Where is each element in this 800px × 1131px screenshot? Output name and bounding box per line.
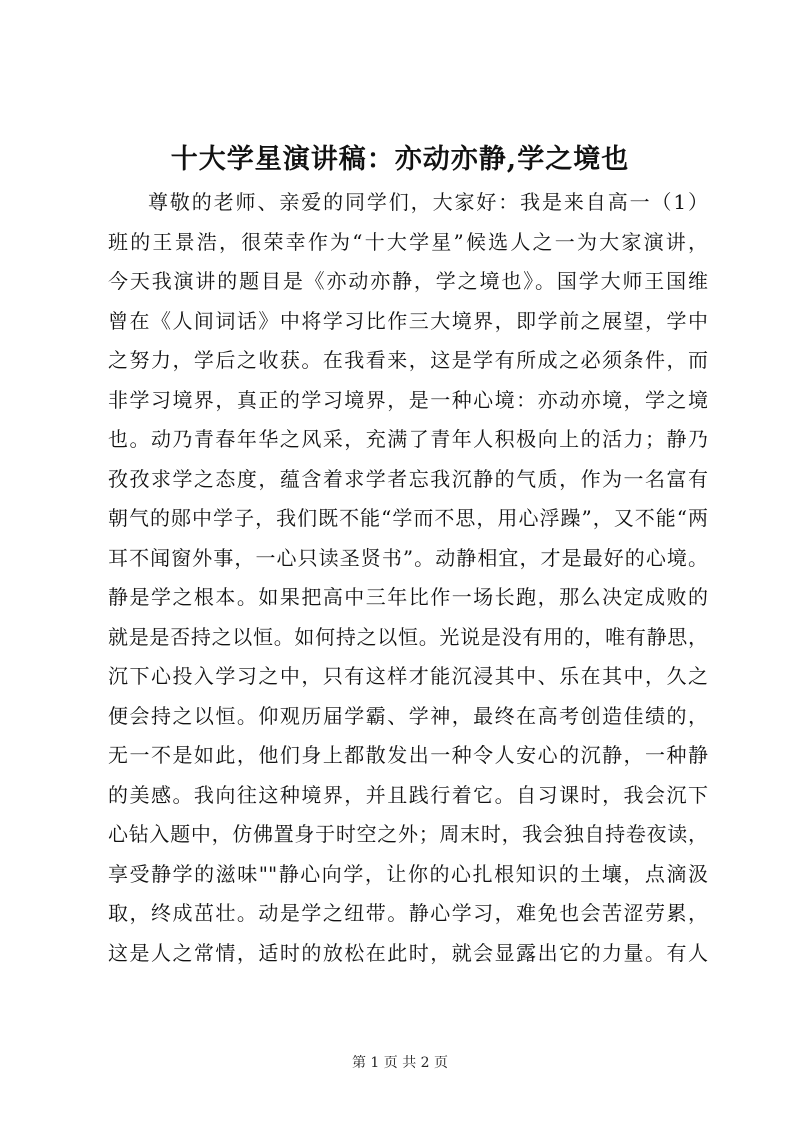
body-line: 心钻入题中，仿佛置身于时空之外；周末时，我会独自持卷夜读， (108, 822, 708, 846)
body-line: 耳不闻窗外事，一心只读圣贤书”。动静相宜，才是最好的心境。 (108, 545, 708, 570)
page-number: 第 1 页 共 2 页 (351, 1055, 449, 1071)
body-line: 取，终成茁壮。动是学之纽带。静心学习，难免也会苦涩劳累， (108, 901, 708, 925)
body-line: 静是学之根本。如果把高中三年比作一场长跑，那么决定成败的 (108, 585, 708, 609)
body-line: 非学习境界，真正的学习境界，是一种心境：亦动亦境，学之境 (108, 387, 708, 412)
body-line: 享受静学的滋味""静心向学，让你的心扎根知识的土壤，点滴汲 (108, 861, 708, 886)
body-line: 就是是否持之以恒。如何持之以恒。光说是没有用的，唯有静思， (108, 624, 708, 649)
body-line: 班的王景浩，很荣幸作为“十大学星”候选人之一为大家演讲， (108, 229, 708, 254)
body-line: 之努力，学后之收获。在我看来，这是学有所成之必须条件，而 (108, 348, 708, 372)
body-line: 尊敬的老师、亲爱的同学们，大家好：我是来自高一（1） (148, 190, 708, 214)
body-line: 无一不是如此，他们身上都散发出一种令人安心的沉静，一种静 (108, 743, 708, 767)
body-line: 今天我演讲的题目是《亦动亦静，学之境也》。国学大师王国维 (108, 269, 708, 293)
body-line: 曾在《人间词话》中将学习比作三大境界，即学前之展望，学中 (108, 308, 708, 333)
body-text (108, 183, 708, 973)
body-line: 朝气的郧中学子，我们既不能“学而不思，用心浮躁”，又不能“两 (108, 506, 708, 530)
body-line: 也。动乃青春年华之风采，充满了青年人积极向上的活力；静乃 (108, 427, 708, 451)
document-title: 十大学星演讲稿：亦动亦静,学之境也 (170, 144, 630, 175)
body-line: 这是人之常情，适时的放松在此时，就会显露出它的力量。有人 (108, 940, 708, 965)
body-line: 便会持之以恒。仰观历届学霸、学神，最终在高考创造佳绩的， (108, 703, 708, 728)
body-line: 的美感。我向往这种境界，并且践行着它。自习课时，我会沉下 (108, 782, 708, 807)
body-line: 沉下心投入学习之中，只有这样才能沉浸其中、乐在其中，久之 (108, 664, 708, 688)
body-line: 孜孜求学之态度，蕴含着求学者忘我沉静的气质，作为一名富有 (108, 466, 708, 491)
